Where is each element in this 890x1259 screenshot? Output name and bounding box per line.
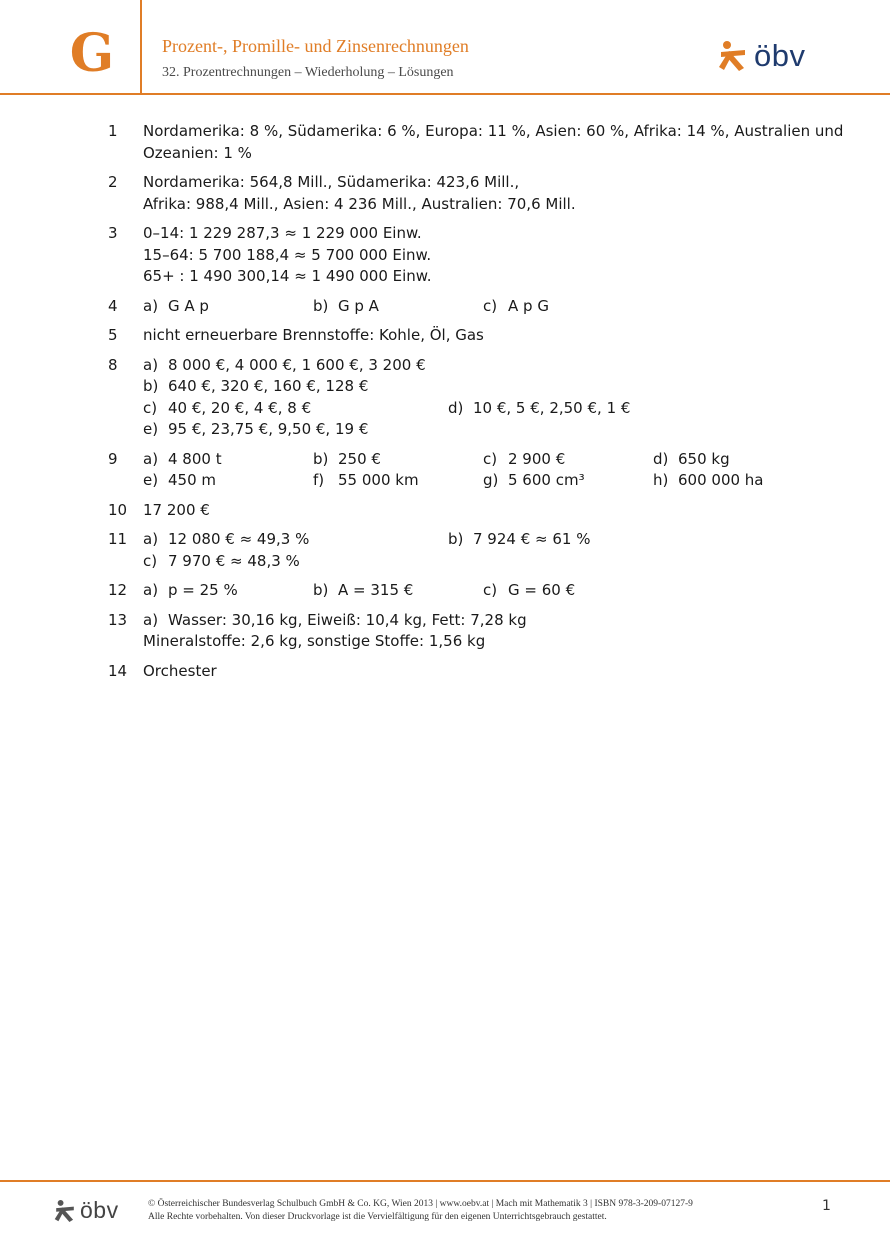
answer-text: p = 25 % bbox=[168, 581, 238, 599]
sub-label: c) bbox=[483, 581, 498, 599]
answer-cell bbox=[143, 580, 313, 602]
answer-cell bbox=[143, 376, 448, 398]
sub-label: d) bbox=[448, 398, 464, 417]
sub-label: a) bbox=[143, 610, 159, 629]
star-icon bbox=[54, 1199, 76, 1223]
answer-cell bbox=[143, 529, 448, 551]
answer-text: 65+ : 1 490 300,14 ≈ 1 490 000 Einw. bbox=[143, 267, 432, 285]
exercise-number: 12 bbox=[108, 581, 128, 599]
answer-cell bbox=[448, 398, 753, 420]
sub-label: a) bbox=[143, 581, 159, 599]
logo-wordmark: öbv bbox=[754, 38, 806, 73]
exercise-number: 1 bbox=[108, 122, 118, 140]
list-item bbox=[108, 529, 848, 572]
sub-label: d) bbox=[653, 449, 669, 468]
list-item bbox=[108, 172, 848, 215]
exercise-number: 14 bbox=[108, 661, 128, 680]
answer-text: 8 000 €, 4 000 €, 1 600 €, 3 200 € bbox=[168, 355, 426, 374]
sub-label: h) bbox=[653, 471, 669, 489]
answer-line bbox=[143, 610, 848, 632]
list-item bbox=[108, 610, 848, 653]
answer-cell bbox=[143, 355, 448, 377]
list-item bbox=[108, 121, 848, 164]
exercise-number: 11 bbox=[108, 530, 128, 548]
answer-cell bbox=[143, 419, 448, 441]
answer-text: G p A bbox=[338, 296, 379, 315]
answer-text: Afrika: 988,4 Mill., Asien: 4 236 Mill., Australien: 70,6 Mill. bbox=[143, 194, 576, 213]
exercise-number: 2 bbox=[108, 173, 118, 191]
answer-text: 17 200 € bbox=[143, 500, 210, 519]
list-item bbox=[108, 580, 848, 602]
answer-text: 600 000 ha bbox=[678, 471, 764, 489]
answer-text: 95 €, 23,75 €, 9,50 €, 19 € bbox=[168, 420, 369, 438]
answer-cell bbox=[313, 296, 483, 318]
answer-cell bbox=[448, 529, 753, 551]
list-item bbox=[108, 355, 848, 441]
sub-label: g) bbox=[483, 471, 499, 489]
answer-cell bbox=[143, 470, 313, 492]
page-title: Prozent-, Promille- und Zinsenrechnungen bbox=[162, 36, 469, 56]
sub-label: b) bbox=[313, 296, 329, 315]
list-item bbox=[108, 296, 848, 318]
exercise-number: 9 bbox=[108, 449, 118, 468]
answer-text: 5 600 cm³ bbox=[508, 471, 585, 489]
answer-text: A = 315 € bbox=[338, 581, 414, 599]
answer-text: 2 900 € bbox=[508, 449, 566, 468]
exercise-number: 4 bbox=[108, 296, 118, 315]
copyright-notice bbox=[148, 1198, 693, 1224]
list-item bbox=[108, 661, 848, 683]
answer-cell bbox=[483, 449, 653, 471]
list-item bbox=[108, 325, 848, 347]
answer-cell bbox=[313, 580, 483, 602]
logo-wordmark: öbv bbox=[80, 1197, 119, 1223]
header-divider-horizontal bbox=[0, 93, 890, 95]
answer-text: Ozeanien: 1 % bbox=[143, 143, 252, 162]
exercise-number: 5 bbox=[108, 326, 118, 344]
sub-label: b) bbox=[143, 377, 159, 395]
answer-cell bbox=[143, 449, 313, 471]
answer-cell bbox=[143, 398, 448, 420]
copyright-line: © Österreichischer Bundesverlag Schulbuch GmbH & Co. KG, Wien 2013 | www.oebv.at | Mach mit Mathematik 3 | ISBN 978-3-209-07127-9 bbox=[148, 1199, 693, 1209]
sub-label: a) bbox=[143, 530, 159, 548]
answer-cell bbox=[483, 470, 653, 492]
answer-cell bbox=[483, 580, 653, 602]
answer-text: G A p bbox=[168, 296, 209, 315]
page-number: 1 bbox=[822, 1198, 831, 1214]
exercise-number: 8 bbox=[108, 355, 118, 374]
answer-text: 450 m bbox=[168, 471, 217, 489]
answer-text: 40 €, 20 €, 4 €, 8 € bbox=[168, 398, 312, 417]
answer-text: nicht erneuerbare Brennstoffe: Kohle, Öl, Gas bbox=[143, 326, 484, 344]
answer-text: 12 080 € ≈ 49,3 % bbox=[168, 530, 310, 548]
sub-label: b) bbox=[448, 530, 464, 548]
page-subtitle: 32. Prozentrechnungen – Wiederholung – Lösungen bbox=[162, 65, 454, 80]
sub-label: b) bbox=[313, 581, 329, 599]
sub-label: c) bbox=[143, 551, 158, 570]
answer-text: 0–14: 1 229 287,3 ≈ 1 229 000 Einw. bbox=[143, 224, 422, 242]
solutions-list bbox=[108, 121, 848, 690]
sub-label: f) bbox=[313, 471, 325, 489]
sub-label: a) bbox=[143, 355, 159, 374]
rights-line: Alle Rechte vorbehalten. Von dieser Druckvorlage ist die Vervielfältigung für den eigenen Unterrichtsgebrauch gestattet. bbox=[148, 1212, 607, 1222]
answer-cell bbox=[653, 449, 823, 471]
sub-label: b) bbox=[313, 449, 329, 468]
answer-cell bbox=[313, 470, 483, 492]
list-item bbox=[108, 449, 848, 492]
answer-text: 15–64: 5 700 188,4 ≈ 5 700 000 Einw. bbox=[143, 245, 432, 264]
answer-text: 250 € bbox=[338, 449, 381, 468]
answer-text: 7 924 € ≈ 61 % bbox=[473, 530, 591, 548]
answer-text: Mineralstoffe: 2,6 kg, sonstige Stoffe: 1,56 kg bbox=[143, 632, 486, 650]
answer-cell bbox=[653, 470, 823, 492]
sub-label: a) bbox=[143, 449, 159, 468]
answer-text: A p G bbox=[508, 296, 549, 315]
publisher-logo bbox=[718, 38, 805, 74]
chapter-letter: G bbox=[69, 23, 115, 84]
exercise-number: 13 bbox=[108, 610, 128, 629]
sub-label: c) bbox=[483, 296, 498, 315]
sub-label: a) bbox=[143, 296, 159, 315]
answer-text: 4 800 t bbox=[168, 449, 222, 468]
exercise-number: 10 bbox=[108, 500, 128, 519]
answer-text: 7 970 € ≈ 48,3 % bbox=[168, 551, 300, 570]
answer-text: 640 €, 320 €, 160 €, 128 € bbox=[168, 377, 369, 395]
star-icon bbox=[718, 40, 748, 72]
footer-logo bbox=[54, 1197, 119, 1224]
answer-text: 10 €, 5 €, 2,50 €, 1 € bbox=[473, 398, 631, 417]
list-item bbox=[108, 223, 848, 288]
list-item bbox=[108, 500, 848, 522]
header-divider-vertical bbox=[140, 0, 142, 94]
answer-text: 55 000 km bbox=[338, 471, 419, 489]
sub-label: e) bbox=[143, 471, 159, 489]
answer-cell bbox=[483, 296, 653, 318]
answer-text: Nordamerika: 564,8 Mill., Südamerika: 423,6 Mill., bbox=[143, 173, 520, 191]
answer-cell bbox=[143, 551, 448, 573]
answer-cell bbox=[143, 296, 313, 318]
exercise-number: 3 bbox=[108, 224, 118, 242]
sub-label: c) bbox=[483, 449, 498, 468]
answer-text: Orchester bbox=[143, 661, 217, 680]
sub-label: e) bbox=[143, 420, 159, 438]
answer-cell bbox=[313, 449, 483, 471]
sub-label: c) bbox=[143, 398, 158, 417]
answer-text: Nordamerika: 8 %, Südamerika: 6 %, Europa: 11 %, Asien: 60 %, Afrika: 14 %, Australien und bbox=[143, 122, 844, 140]
answer-text: Wasser: 30,16 kg, Eiweiß: 10,4 kg, Fett: 7,28 kg bbox=[168, 610, 527, 629]
footer-divider bbox=[0, 1180, 890, 1182]
answer-text: G = 60 € bbox=[508, 581, 576, 599]
answer-text: 650 kg bbox=[678, 449, 730, 468]
